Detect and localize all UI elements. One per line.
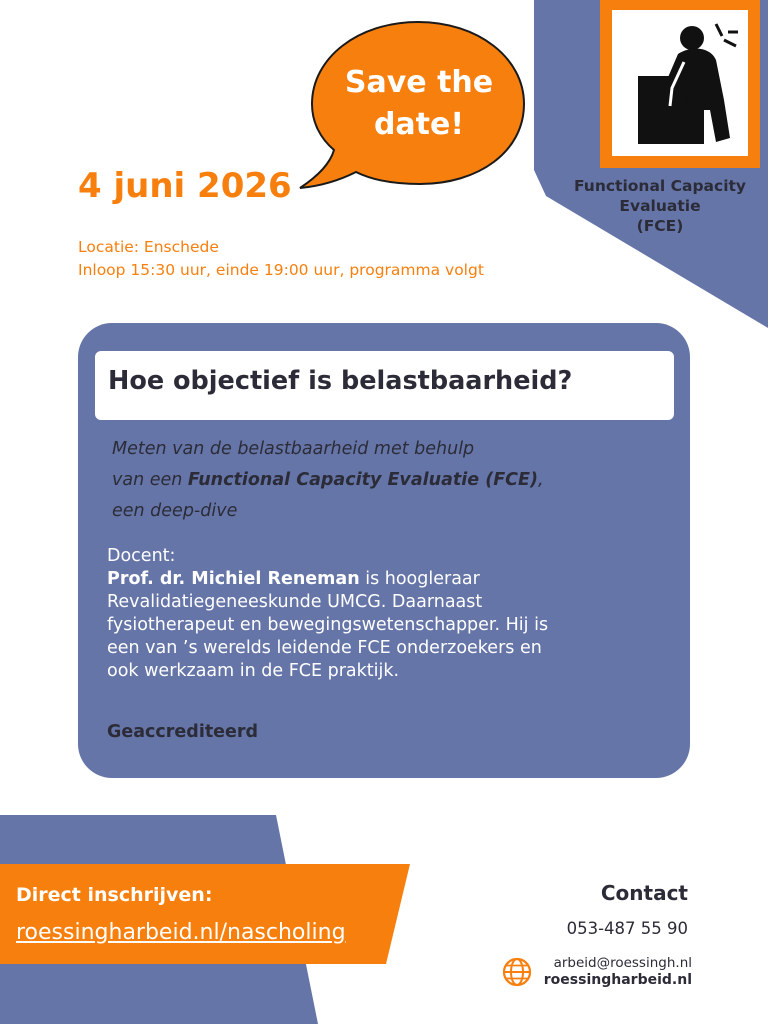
fce-title-line-1: Functional Capacity bbox=[573, 177, 747, 195]
event-details bbox=[78, 236, 484, 282]
docent-label: Docent: bbox=[107, 546, 176, 566]
contact-email[interactable]: arbeid@roessingh.nl bbox=[553, 955, 692, 971]
subline-fce-bold: Functional Capacity Evaluatie (FCE) bbox=[187, 470, 538, 490]
bubble-line-2: date! bbox=[373, 107, 465, 142]
person-lifting-box-icon bbox=[612, 10, 748, 156]
event-location: Locatie: Enschede bbox=[78, 238, 219, 256]
subline-line-2 bbox=[112, 465, 544, 496]
save-the-date bbox=[316, 62, 522, 146]
docent-line-1 bbox=[107, 568, 667, 591]
docent-line-5: ook werkzaam in de FCE praktijk. bbox=[107, 661, 400, 681]
event-schedule: Inloop 15:30 uur, einde 19:00 uur, programma volgt bbox=[78, 261, 484, 279]
subline-line-3: een deep-dive bbox=[112, 501, 238, 521]
signup-label: Direct inschrijven: bbox=[16, 884, 213, 906]
docent-section bbox=[107, 545, 667, 683]
docent-line-3: fysiotherapeut en bewegingswetenschapper. Hij is bbox=[107, 615, 549, 635]
contact-heading: Contact bbox=[600, 881, 688, 905]
signup-link[interactable]: roessingharbeid.nl/nascholing bbox=[16, 920, 346, 945]
globe-icon bbox=[502, 957, 532, 987]
docent-line-4: een van ’s werelds leidende FCE onderzoekers en bbox=[107, 638, 542, 658]
fce-title bbox=[548, 176, 768, 236]
subline-line-2-post: , bbox=[537, 470, 544, 490]
docent-name: Prof. dr. Michiel Reneman bbox=[107, 569, 360, 589]
signup-banner bbox=[0, 864, 410, 964]
docent-line-2: Revalidatiegeneeskunde UMCG. Daarnaast bbox=[107, 592, 483, 612]
contact-website[interactable]: roessingharbeid.nl bbox=[543, 972, 692, 988]
subline-line-1: Meten van de belastbaarheid met behulp bbox=[112, 439, 475, 459]
fce-title-line-2: Evaluatie bbox=[619, 197, 701, 215]
bubble-line-1: Save the bbox=[344, 65, 494, 100]
event-date: 4 juni 2026 bbox=[78, 166, 292, 206]
docent-line-1-rest: is hoogleraar bbox=[359, 569, 480, 589]
fce-badge bbox=[600, 0, 760, 168]
fce-title-line-3: (FCE) bbox=[636, 217, 684, 235]
subline bbox=[112, 434, 544, 527]
badge-inner bbox=[612, 10, 748, 156]
headline: Hoe objectief is belastbaarheid? bbox=[108, 366, 573, 396]
subline-line-2-pre: van een bbox=[112, 470, 188, 490]
contact-phone[interactable]: 053-487 55 90 bbox=[566, 919, 688, 938]
accreditation: Geaccrediteerd bbox=[107, 722, 259, 742]
